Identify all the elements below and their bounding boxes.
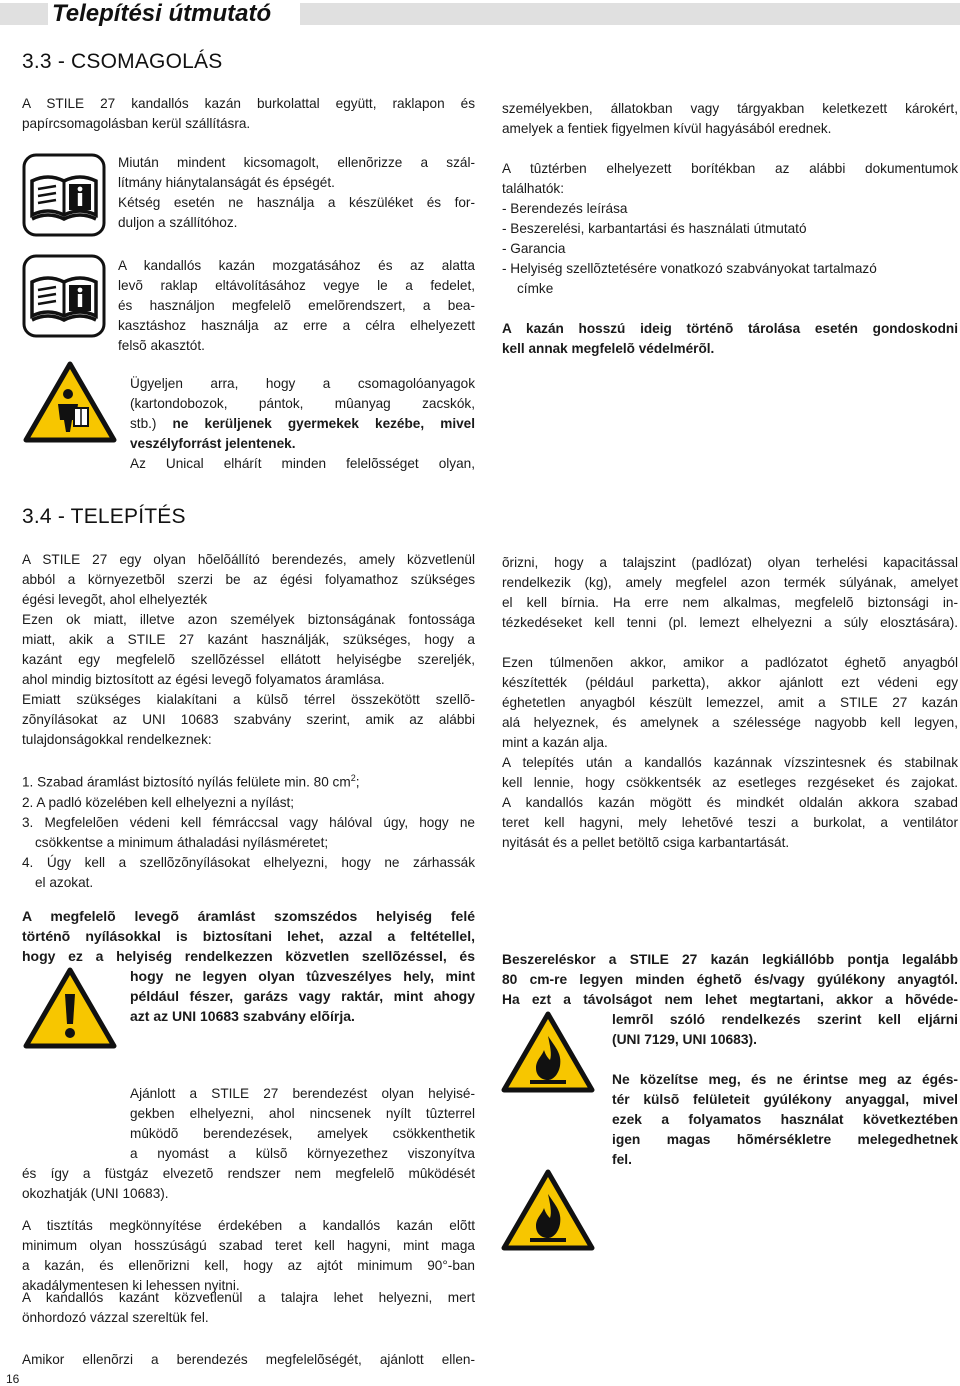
text-line: és használjon megfelelõ emelõrendszert, a bea- xyxy=(118,298,475,313)
recommendation-text-cont xyxy=(22,1164,475,1204)
text-line: hogy ne legyen olyan tûzveszélyes hely, mint xyxy=(130,968,475,984)
floor-placement-text xyxy=(22,1288,475,1328)
flame-warning-icon xyxy=(500,1010,596,1096)
text-line: amelyek a fentiek figyelmen kívül hagyásából erednek. xyxy=(502,121,832,136)
text-line: Kétség esetén ne használja a készüléket és for- xyxy=(118,195,475,210)
load-capacity-text xyxy=(502,553,958,633)
section-title-packaging: 3.3 - CSOMAGOLÁS xyxy=(22,50,223,73)
text-run: stb.) xyxy=(130,416,157,431)
text-line: el kell bírnia. Ha erre nem alkalmas, megfelelõ biztonsági in- xyxy=(502,595,958,610)
text-line: zõnyílásokat az UNI 10683 szabvány szerint, amik az alábbi xyxy=(22,712,475,727)
text-line: Az Unical elhárít minden felelõsséget olyan, xyxy=(130,456,475,471)
list-item: - Berendezés leírása xyxy=(502,201,628,216)
packaging-warning-text xyxy=(130,374,475,474)
text-line: Ezen ok miatt, illetve azon személyek biztonságának fontossága xyxy=(22,612,475,627)
text-line: kell lennie, hogy csökkentsék az esetleges rezgéseket és zajokat. xyxy=(502,775,958,790)
text-line: okozhatják (UNI 10683). xyxy=(22,1186,169,1201)
storage-warning-bold xyxy=(502,319,958,359)
text-line: lítmány hiánytalanságát és épségét. xyxy=(118,175,335,190)
text-line: és így a füstgáz elvezetõ rendszer nem megfelelõ mûködését xyxy=(22,1166,475,1181)
text-line: A telepítés után a kandallós kazánnak vízszintesnek és stabilnak xyxy=(502,755,958,770)
exclamation-warning-icon xyxy=(22,966,118,1052)
packaging-intro xyxy=(22,94,475,134)
text-line: tulajdonságokkal rendelkeznek: xyxy=(22,732,212,747)
manual-info-icon xyxy=(22,254,106,338)
child-hazard-warning-icon xyxy=(22,360,118,446)
text-line: lemrõl szóló rendelkezés szerint kell eljárni xyxy=(612,1012,958,1027)
manual-info-icon xyxy=(22,153,106,237)
list-item-continuation: címke xyxy=(517,281,554,296)
text-line: A STILE 27 egy olyan hõelõállító berendezés, amely közvetlenül xyxy=(22,552,475,567)
page-header-title: Telepítési útmutató xyxy=(52,0,277,28)
flame-warning-icon xyxy=(500,1168,596,1254)
text-run-bold: ne kerüljenek gyermekek kezébe, mivel xyxy=(156,416,475,431)
list-item: 4. Úgy kell a szellõzõnyílásokat elhelyezni, hogy ne zárhassák xyxy=(22,854,475,870)
moving-instructions-text xyxy=(118,256,475,356)
text-line: hogy ez a helyiség rendelkezzen közvetlen szellõzéssel, és xyxy=(22,948,475,964)
text-line: alá helyeznek, és amelynek a szélessége nagyobb kell legyen, xyxy=(502,715,958,730)
list-item: - Helyiség szellõztetésére vonatkozó szabványokat tartalmazó xyxy=(502,261,877,276)
text-line: azt az UNI 10683 szabvány elõírja. xyxy=(130,1008,355,1024)
text-line: személyekben, állatokban vagy tárgyakban keletkezett károkért, xyxy=(502,101,958,116)
text-line: Amikor ellenõrzi a berendezés megfelelõségét, ajánlott ellen- xyxy=(22,1352,475,1367)
text-line: a kazán, és ellenõrizni kell, hogy az ajtót minimum 90°-ban xyxy=(22,1258,475,1273)
text-line: égési levegõt, ahol elhelyezték xyxy=(22,592,208,607)
text-line: Beszereléskor a STILE 27 kazán legkiállóbb pontja legalább xyxy=(502,952,958,967)
text-line: A kazán hosszú ideig történõ tárolása esetén gondoskodni xyxy=(502,321,958,336)
text-line: A tûztérben elhelyezett borítékban az alábbi dokumentumok xyxy=(502,161,958,176)
floor-check-text xyxy=(22,1350,475,1370)
text-line: A kandallós kazán mögött és mindkét oldalán akkora szabad xyxy=(502,795,958,810)
text-line: Ajánlott a STILE 27 berendezést olyan helyisé- xyxy=(130,1086,475,1101)
vent-requirements-list xyxy=(22,768,475,893)
list-item: - Beszerelési, karbantartási és használati útmutató xyxy=(502,221,807,236)
header-bar-left xyxy=(0,3,48,25)
text-line: kazánt egy megfelelõ szellõzéssel ellátott helyiségbe szereljék, xyxy=(22,652,475,667)
section-title-installation: 3.4 - TELEPÍTÉS xyxy=(22,505,186,528)
text-line: veszélyforrást jelentenek. xyxy=(130,436,296,451)
text-line: önhordozó vázzal szereltük fel. xyxy=(22,1310,209,1325)
liability-continuation xyxy=(502,99,958,139)
text-line: nyitását és a pellet betöltõ csiga karbantartását. xyxy=(502,835,790,850)
text-line: mûködõ berendezések, amelyek csökkenthetik xyxy=(130,1126,475,1141)
text-line: fel. xyxy=(612,1152,632,1167)
text-line: kasztáshoz használja az erre a célra elhelyezett xyxy=(118,318,475,333)
text-line: teret kell hagyni, mely lehetõvé teszi a burkolat, a ventilátor xyxy=(502,815,958,830)
text-line: igen magas hõmérsékletre melegedhetnek xyxy=(612,1132,958,1147)
text-line: akadálymentesen ki lehessen nyitni. xyxy=(22,1278,240,1293)
text-run: 1. Szabad áramlást biztosító nyílás felülete min. 80 cm xyxy=(22,774,351,790)
text-line: minimum olyan hosszúságú szabad teret kell hagyni, mint maga xyxy=(22,1238,475,1253)
documents-list xyxy=(502,159,958,299)
text-line: A STILE 27 kandallós kazán burkolattal együtt, raklapon és xyxy=(22,96,475,111)
hot-surfaces-bold xyxy=(612,1070,958,1170)
text-line: ezek a folyamatos használat következtében xyxy=(612,1112,958,1127)
text-line: A megfelelõ levegõ áramlást szomszédos helyiség felé xyxy=(22,908,475,924)
text-line: A kandallós kazán mozgatásához és az alatta xyxy=(118,258,475,273)
header-bar-right xyxy=(300,3,960,25)
recommendation-text xyxy=(130,1084,475,1164)
list-item-continuation: csökkentse a minimum áthaladási nyílásméretet; xyxy=(35,834,329,850)
text-line: miatt, akik a STILE 27 kazánt használják, szükséges, hogy a xyxy=(22,632,475,647)
check-shipment-text xyxy=(118,153,475,233)
text-line: például fészer, garázs vagy raktár, mint ahogy xyxy=(130,988,475,1004)
text-line: készítették (például parketta), akkor ajánlott ezt védeni egy xyxy=(502,675,958,690)
text-line: mint a kazán alja. xyxy=(502,735,608,750)
text-line: éghetetlen anyagból készült lemezzel, amit a STILE 27 kazán xyxy=(502,695,958,710)
text-line: Ha ezt a távolságot nem lehet megtartani, akkor a hõvéde- xyxy=(502,992,958,1007)
text-line: Ezen túlmenõen akkor, amikor a padlózatot éghetõ anyagból xyxy=(502,655,958,670)
list-item-continuation: el azokat. xyxy=(35,874,94,890)
text-line: Miután mindent kicsomagolt, ellenõrizze a szál- xyxy=(118,155,475,170)
text-line: történõ nyílásokkal is biztosítani lehet, azzal a feltétellel, xyxy=(22,928,475,944)
text-line: abból a környezetbõl szerzi be az égési folyamathoz szükséges xyxy=(22,572,475,587)
adjacent-room-bold xyxy=(22,906,475,966)
text-line: tézkedéseket kell tenni (pl. lemezt elhelyezni a súly elosztására). xyxy=(502,615,958,630)
text-line: Ne közelítse meg, és ne érintse meg az égés- xyxy=(612,1072,958,1087)
page-number: 16 xyxy=(6,1372,20,1386)
text-line: a nyomást a külsõ környezethez viszonyítva xyxy=(130,1146,475,1161)
text-line: rendelkezik (kg), amely megfelel azon termék súlyának, amelyet xyxy=(502,575,958,590)
text-line: õrizni, hogy a talajszint (padlózat) olyan terhelési kapacitással xyxy=(502,555,958,570)
text-line: duljon a szállítóhoz. xyxy=(118,215,238,230)
superscript: 2 xyxy=(350,773,356,783)
text-line: kell annak megfelelõ védelmérõl. xyxy=(502,341,715,356)
installation-intro xyxy=(22,550,475,750)
flammable-place-bold xyxy=(130,966,475,1026)
list-item: 3. Megfelelõen védeni kell fémráccsal vagy hálóval úgy, hogy ne xyxy=(22,814,475,830)
text-line: (UNI 7129, UNI 10683). xyxy=(612,1032,757,1047)
text-line: 80 cm-re legyen minden éghetõ és/vagy gyúlékony anyagtól. xyxy=(502,972,958,987)
text-line: ahol mindig biztosított az égési levegõ folyamatos áramlása. xyxy=(22,672,385,687)
text-line: gekben elhelyezni, ahol nincsenek nyílt tûzterrel xyxy=(130,1106,475,1121)
text-line: felsõ akasztót. xyxy=(118,338,205,353)
list-item xyxy=(22,768,475,793)
text-line: (kartondobozok, pántok, mûanyag zacskók, xyxy=(130,396,475,411)
floor-protection-text xyxy=(502,653,958,853)
text-line: levõ raklap eltávolításához vegye le a fedelet, xyxy=(118,278,475,293)
list-item: 2. A padló közelében kell elhelyezni a nyílást; xyxy=(22,794,295,810)
text-line: tér külsõ felületeit gyúlékony anyaggal, mivel xyxy=(612,1092,958,1107)
cleaning-space-text xyxy=(22,1216,475,1296)
text-line: A kandallós kazánt közvetlenül a talajra lehet helyezni, mert xyxy=(22,1290,475,1305)
text-line: A tisztítás megkönnyítése érdekében a kandallós kazán elõtt xyxy=(22,1218,475,1233)
clearance-distance-bold xyxy=(502,950,958,1010)
text-line: papírcsomagolásban kerül szállításra. xyxy=(22,116,251,131)
list-item: - Garancia xyxy=(502,241,566,256)
text-line: Ügyeljen arra, hogy a csomagolóanyagok xyxy=(130,376,475,391)
text-line: találhatók: xyxy=(502,181,564,196)
text-run: ; xyxy=(355,774,360,790)
heat-shield-bold xyxy=(612,1010,958,1050)
text-line: Emiatt szükséges kialakítani a külsõ térrel összekötött szellõ- xyxy=(22,692,475,707)
